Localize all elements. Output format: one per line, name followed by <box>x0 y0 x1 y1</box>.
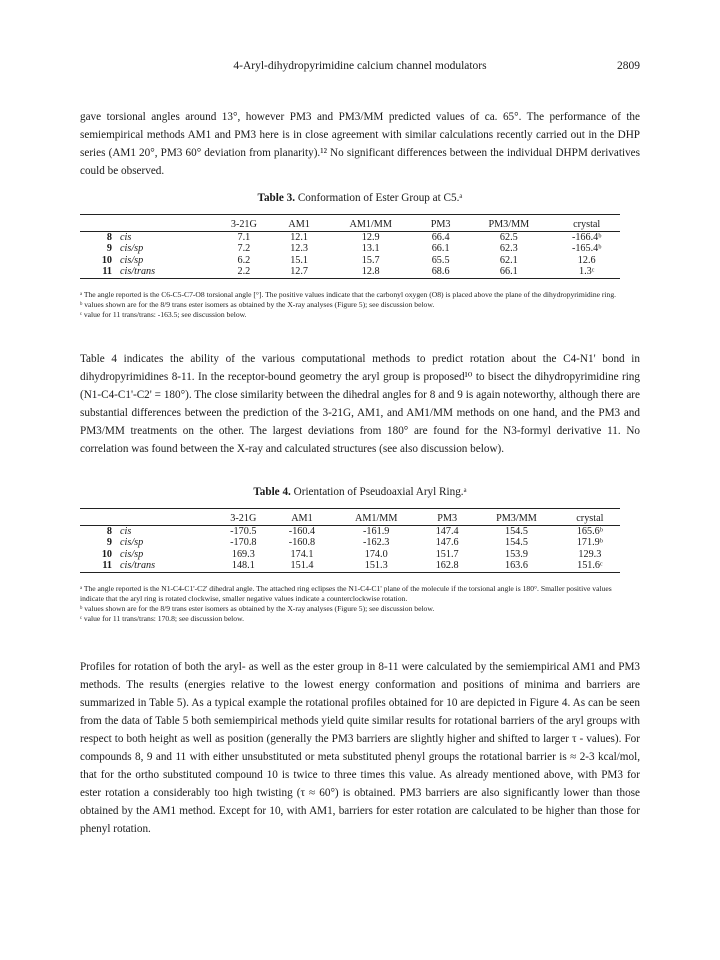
table-4-title: Orientation of Pseudoaxial Aryl Ring.ᵃ <box>293 486 467 498</box>
table-cell: 151.6ᶜ <box>560 560 620 572</box>
compound-number: 9 <box>106 243 112 254</box>
table-cell: 147.6 <box>435 537 459 548</box>
column-header: PM3 <box>421 512 473 525</box>
table-row <box>80 243 620 255</box>
isomer-label: cis/sp <box>120 243 144 254</box>
compound-number: 8 <box>106 525 112 537</box>
column-header: crystal <box>553 218 620 231</box>
paragraph-2: Table 4 indicates the ability of the various computational methods to predict rotation about the C4-N1' bond in dihydropyrimidines 8-11. In the receptor-bound geometry the aryl group is proposed¹⁰ to bisect the dihydropyrimidine ring (N1-C4-C1'-C2' = 180°). The close similarity between the dihedral angles for 8 and 9 is again noteworthy, although there are substantial differences between the prediction of the 3-21G, AM1, and AM1/MM methods on one hand, and the PM3 and PM3/MM treatments on the other. The largest deviations from 180° are found for the N3-formyl derivative 11. No correlation was found between the X-ray and calculated structures (see also discussion below). <box>80 353 640 455</box>
column-header: AM1 <box>274 218 325 231</box>
isomer-label: cis/sp <box>120 548 144 560</box>
paragraph-1: gave torsional angles around 13°, however PM3 and PM3/MM predicted values of ca. 65°. The performance of the semiempirical methods AM1 and PM3 here is in close agreement with similar calculations recently carried out in the DHP series (AM1 20°, PM3 60° deviation from planarity).¹² No significant differences between the individual DHPM derivatives could be observed. <box>80 111 640 177</box>
table-cell: -170.8 <box>230 537 257 548</box>
table-cell: -160.4 <box>288 525 316 537</box>
compound-number: 10 <box>101 254 112 266</box>
table-cell: 151.3 <box>331 560 421 572</box>
table-cell: 62.3 <box>499 243 518 254</box>
isomer-label: cis/sp <box>120 254 144 266</box>
table-cell: 13.1 <box>361 243 380 254</box>
compound-number: 11 <box>80 560 118 572</box>
table-cell: 7.1 <box>237 231 251 243</box>
running-title: 4-Aryl-dihydropyrimidine calcium channel modulators <box>233 60 487 72</box>
table-4-label: Table 4. <box>253 486 291 498</box>
table-cell: 154.5 <box>504 525 528 537</box>
table-cell: 7.2 <box>237 243 251 254</box>
isomer-label: cis <box>120 231 132 243</box>
footnote: ᶜ value for 11 trans/trans: -163.5; see discussion below. <box>80 310 247 319</box>
column-header: AM1/MM <box>331 512 421 525</box>
footnote: ᶜ value for 11 trans/trans: 170.8; see discussion below. <box>80 614 244 623</box>
column-header: AM1 <box>273 512 332 525</box>
column-header: PM3/MM <box>464 218 553 231</box>
footnote: ᵇ values shown are for the 8/9 trans ester isomers as obtained by the X-ray analyses (Figure 5); see discussion below. <box>80 604 435 613</box>
table-cell: 15.1 <box>290 254 309 266</box>
table-cell: 1.3ᶜ <box>553 266 620 278</box>
running-header <box>80 60 640 76</box>
compound-number: 10 <box>101 548 112 560</box>
table-cell: 12.6 <box>577 254 596 266</box>
table-cell: 165.6ᵇ <box>576 525 603 537</box>
table-cell: 12.1 <box>290 231 309 243</box>
table-cell: -166.4ᵇ <box>571 231 602 243</box>
table-row <box>80 549 620 561</box>
footnote: ᵇ values shown are for the 8/9 trans ester isomers as obtained by the X-ray analyses (Figure 5); see discussion below. <box>80 300 435 309</box>
table-cell: 15.7 <box>361 254 380 266</box>
table-cell: 151.4 <box>273 560 332 572</box>
table-cell: 148.1 <box>214 560 273 572</box>
compound-number: 8 <box>106 231 112 243</box>
table-cell: 174.0 <box>364 548 388 560</box>
isomer-label: cis/sp <box>120 537 144 548</box>
table-cell: 62.1 <box>499 254 518 266</box>
table-cell: 129.3 <box>578 548 602 560</box>
compound-number: 9 <box>106 537 112 548</box>
table-row <box>80 231 620 243</box>
table-cell: 12.3 <box>290 243 309 254</box>
table-row <box>80 560 620 572</box>
table-cell: 66.1 <box>464 266 553 278</box>
table-cell: 154.5 <box>504 537 528 548</box>
table-cell: -165.4ᵇ <box>571 243 602 254</box>
isomer-label: cis/trans <box>118 266 214 278</box>
table-cell: 6.2 <box>237 254 251 266</box>
table-4 <box>80 508 620 573</box>
column-header: PM3/MM <box>473 512 560 525</box>
table-row <box>80 255 620 267</box>
table-cell: -160.8 <box>288 537 316 548</box>
paragraph-3: Profiles for rotation of both the aryl- as well as the ester group in 8-11 were calculated by the semiempirical AM1 and PM3 methods. The results (energies relative to the lowest energy conformation and positions of minima and barriers are summarized in Table 5). As a typical example the rotational profiles obtained for 10 are depicted in Figure 4. As can be seen from the data of Table 5 both semiempirical methods yield quite similar results for rotational barriers of the aryl groups with respect to both height as well as position (generally the PM3 barriers are slightly higher and shifted to larger τ - values). For compounds 8, 9 and 11 with either unsubstituted or meta substituted phenyl groups the rotational barrier is ≈ 2-3 kcal/mol, that for the ortho substituted compound 10 is twice to three times this value. As already mentioned above, with PM3 for ester rotation a considerably too high twisting (τ ≈ 60°) is obtained. PM3 barriers are also significantly lower than those obtained by the AM1 method. Except for 10, with AM1, barriers for ester rotation are calculated to be higher than those for phenyl rotation. <box>80 661 640 835</box>
table-3-caption <box>80 192 640 204</box>
isomer-label: cis <box>120 525 132 537</box>
table-cell: 68.6 <box>417 266 464 278</box>
table-cell: 151.7 <box>435 548 459 560</box>
table-cell: 12.9 <box>361 231 380 243</box>
table-cell: 12.7 <box>274 266 325 278</box>
page-number: 2809 <box>617 60 640 72</box>
table-cell: -170.5 <box>230 525 257 537</box>
table-cell: 162.8 <box>421 560 473 572</box>
footnote: ᵃ The angle reported is the N1-C4-C1'-C2' dihedral angle. The attached ring eclipses the N1-C4-C1' plane of the molecule if the torsional angle is 180°. Smaller positive values indicate that the aryl ring is rotated clockwise, smaller negative values indicate a counterclockwise rotation. <box>80 584 612 603</box>
table-cell: 12.8 <box>324 266 416 278</box>
table-row <box>80 266 620 278</box>
table-row <box>80 537 620 549</box>
table-cell: -161.9 <box>363 525 390 537</box>
table-cell: 153.9 <box>504 548 528 560</box>
table-3-label: Table 3. <box>257 192 296 204</box>
table-3-footnotes <box>80 290 625 320</box>
table-4-caption <box>80 486 640 498</box>
table-cell: 147.4 <box>435 525 459 537</box>
table-cell: 66.4 <box>431 231 450 243</box>
footnote: ᵃ The angle reported is the C6-C5-C7-O8 torsional angle [°]. The positive values indicate that the carbonyl oxygen (O8) is placed above the plane of the dihydropyrimidine ring. <box>80 290 617 299</box>
table-cell: 65.5 <box>431 254 450 266</box>
table-row <box>80 525 620 537</box>
table-cell: 2.2 <box>214 266 274 278</box>
table-cell: 174.1 <box>290 548 314 560</box>
column-header: PM3 <box>417 218 464 231</box>
column-header: crystal <box>560 512 620 525</box>
table-cell: 66.1 <box>431 243 450 254</box>
table-cell: 169.3 <box>231 548 255 560</box>
table-3-title: Conformation of Ester Group at C5.ᵃ <box>297 192 463 204</box>
compound-number: 11 <box>80 266 118 278</box>
table-4-footnotes <box>80 584 625 624</box>
column-header: 3-21G <box>214 512 273 525</box>
table-cell: -162.3 <box>363 537 390 548</box>
table-3 <box>80 214 620 279</box>
table-cell: 163.6 <box>473 560 560 572</box>
table-cell: 62.5 <box>499 231 518 243</box>
column-header: 3-21G <box>214 218 274 231</box>
table-cell: 171.9ᵇ <box>576 537 603 548</box>
isomer-label: cis/trans <box>118 560 214 572</box>
column-header: AM1/MM <box>324 218 416 231</box>
